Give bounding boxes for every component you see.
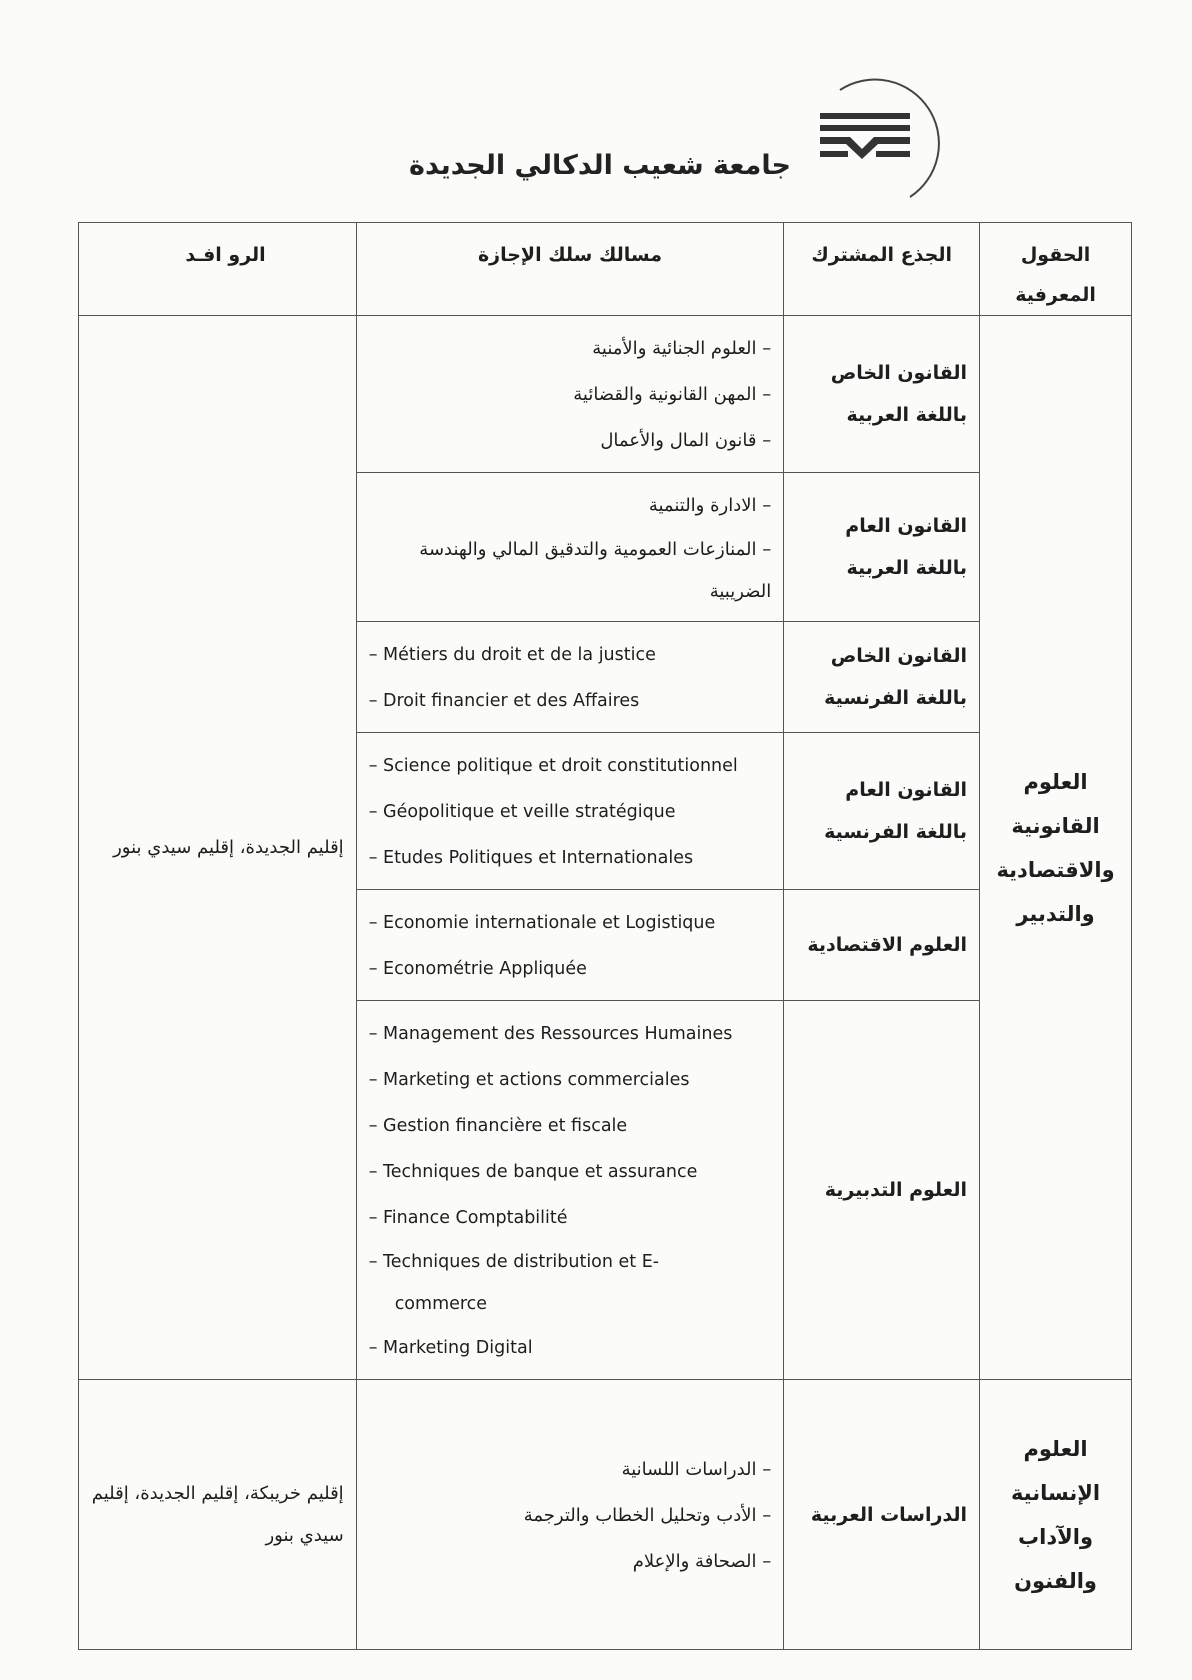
tracks-cell: [356, 473, 784, 622]
list-item: – Techniques de distribution et E-commerce: [369, 1241, 772, 1325]
tracks-cell: [356, 316, 784, 473]
list-item: – Finance Comptabilité: [369, 1195, 772, 1241]
tracks-cell: [356, 1380, 784, 1650]
trunk-cell: القانون العام باللغة الفرنسية: [784, 733, 980, 890]
list-item: – الصحافة والإعلام: [369, 1539, 772, 1585]
list-item: – العلوم الجنائية والأمنية: [369, 326, 772, 372]
university-name: جامعة شعيب الدكالي الجديدة: [409, 150, 791, 181]
list-item: – المنازعات العمومية والتدقيق المالي والهندسة الضريبية: [369, 529, 772, 613]
regions-cell: إقليم الجديدة، إقليم سيدي بنور: [79, 316, 357, 1380]
header-tracks: مسالك سلك الإجازة: [356, 223, 784, 316]
header-trunk: الجذع المشترك: [784, 223, 980, 316]
tracks-cell: [356, 1001, 784, 1380]
list-item: – Géopolitique et veille stratégique: [369, 789, 772, 835]
trunk-cell: العلوم الاقتصادية: [784, 890, 980, 1001]
list-item: – Marketing et actions commerciales: [369, 1057, 772, 1103]
list-item: – Econométrie Appliquée: [369, 946, 772, 992]
list-item: – Management des Ressources Humaines: [369, 1011, 772, 1057]
header-fields: الحقول المعرفية: [980, 223, 1132, 316]
field-cell: العلوم القانونية والاقتصادية والتدبير: [980, 316, 1132, 1380]
tracks-cell: [356, 733, 784, 890]
list-item: – Science politique et droit constitutionnel: [369, 743, 772, 789]
list-item: – الأدب وتحليل الخطاب والترجمة: [369, 1493, 772, 1539]
list-item: – Techniques de banque et assurance: [369, 1149, 772, 1195]
trunk-cell: القانون الخاص باللغة الفرنسية: [784, 622, 980, 733]
header-regions: الرو افـد: [79, 223, 357, 316]
tracks-cell: [356, 622, 784, 733]
tracks-cell: [356, 890, 784, 1001]
list-item: – Métiers du droit et de la justice: [369, 632, 772, 678]
trunk-cell: العلوم التدبيرية: [784, 1001, 980, 1380]
list-item: – Marketing Digital: [369, 1325, 772, 1371]
trunk-cell: القانون الخاص باللغة العربية: [784, 316, 980, 473]
list-item: – المهن القانونية والقضائية: [369, 372, 772, 418]
regions-cell: إقليم خريبكة، إقليم الجديدة، إقليم سيدي بنور: [79, 1380, 357, 1650]
list-item: – قانون المال والأعمال: [369, 418, 772, 464]
table-row: [79, 1380, 1132, 1650]
trunk-cell: القانون العام باللغة العربية: [784, 473, 980, 622]
trunk-cell: الدراسات العربية: [784, 1380, 980, 1650]
list-item: – Economie internationale et Logistique: [369, 900, 772, 946]
university-logo-icon: [810, 55, 960, 205]
list-item: – Etudes Politiques et Internationales: [369, 835, 772, 881]
list-item: – Gestion financière et fiscale: [369, 1103, 772, 1149]
table-row: [79, 316, 1132, 473]
table-header-row: [79, 223, 1132, 316]
list-item: – الدراسات اللسانية: [369, 1447, 772, 1493]
list-item: – الادارة والتنمية: [369, 483, 772, 529]
list-item: – Droit financier et des Affaires: [369, 678, 772, 724]
programs-table: [78, 222, 1132, 1650]
field-cell: العلوم الإنسانية والآداب والفنون: [980, 1380, 1132, 1650]
